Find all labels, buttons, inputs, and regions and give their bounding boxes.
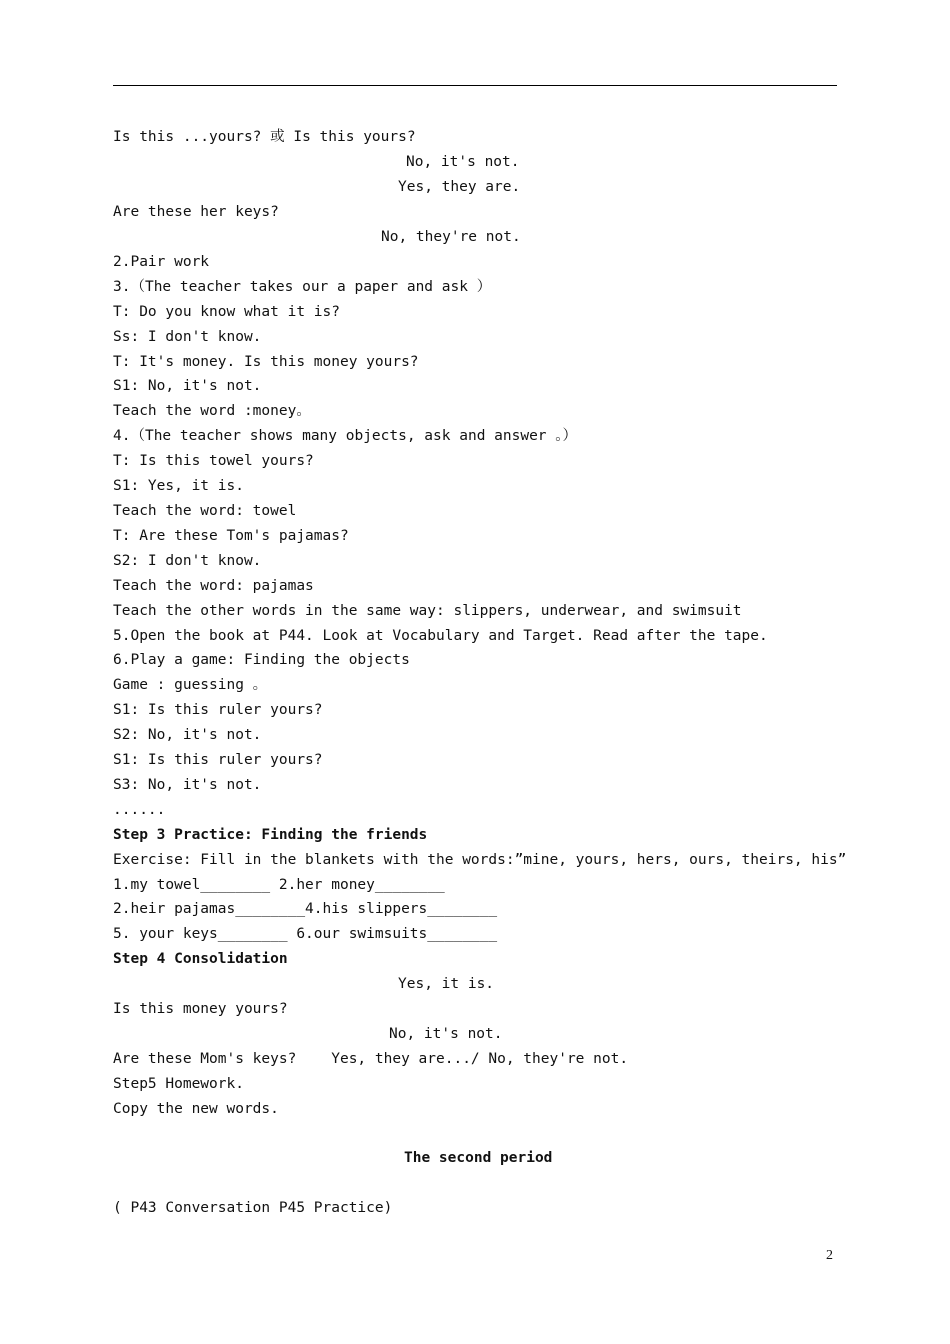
text-line: No, they're not. (381, 229, 521, 245)
text-line: Game : guessing 。 (113, 677, 268, 693)
text-line: Exercise: Fill in the blankets with the words:”mine, yours, hers, ours, theirs, his” (113, 852, 847, 868)
text-line: S1: Yes, it is. (113, 478, 244, 494)
text-line: 5.Open the book at P44. Look at Vocabulary and Target. Read after the tape. (113, 628, 768, 644)
text-line: Ss: I don't know. (113, 329, 262, 345)
text-line: ...... (113, 802, 166, 818)
text-line: Copy the new words. (113, 1101, 279, 1117)
text-line: Teach the word: pajamas (113, 578, 314, 594)
text-line: S1: Is this ruler yours? (113, 702, 323, 718)
text-line: Are these Mom's keys? Yes, they are.../ No, they're not. (113, 1051, 629, 1067)
section-heading: Step 4 Consolidation (113, 951, 288, 967)
text-line: Teach the other words in the same way: slippers, underwear, and swimsuit (113, 603, 742, 619)
text-line: S2: I don't know. (113, 553, 262, 569)
text-line: T: Are these Tom's pajamas? (113, 528, 349, 544)
text-line: T: Do you know what it is? (113, 304, 340, 320)
text-line: S2: No, it's not. (113, 727, 262, 743)
text-line: No, it's not. (389, 1026, 503, 1042)
text-line: S1: No, it's not. (113, 378, 262, 394)
text-line: Are these her keys? (113, 204, 279, 220)
text-line: 3.（The teacher takes our a paper and ask ） (113, 279, 492, 295)
text-line: 2.Pair work (113, 254, 210, 270)
text-line: T: Is this towel yours? (113, 453, 314, 469)
section-heading: Step 3 Practice: Finding the friends (113, 827, 428, 843)
text-line: Is this ...yours? 或 Is this yours? (113, 129, 416, 145)
text-line: S3: No, it's not. (113, 777, 262, 793)
page-number: 2 (826, 1248, 833, 1263)
text-line: 2.heir pajamas________4.his slippers________ (113, 901, 498, 917)
text-line: Teach the word :money。 (113, 403, 311, 419)
text-line: Is this money yours? (113, 1001, 288, 1017)
text-line: T: It's money. Is this money yours? (113, 354, 419, 370)
text-line: 6.Play a game: Finding the objects (113, 652, 410, 668)
text-line: Step5 Homework. (113, 1076, 244, 1092)
text-line: Teach the word: towel (113, 503, 297, 519)
text-line: 4.（The teacher shows many objects, ask and answer 。） (113, 428, 578, 444)
text-line: 5. your keys________ 6.our swimsuits________ (113, 926, 498, 942)
text-line: Yes, it is. (398, 976, 495, 992)
text-line: ( P43 Conversation P45 Practice) (113, 1200, 393, 1216)
period-title: The second period (404, 1150, 553, 1166)
text-line: S1: Is this ruler yours? (113, 752, 323, 768)
text-line: No, it's not. (406, 154, 520, 170)
text-line: Yes, they are. (398, 179, 521, 195)
header-rule (113, 85, 837, 86)
text-line: 1.my towel________ 2.her money________ (113, 877, 445, 893)
